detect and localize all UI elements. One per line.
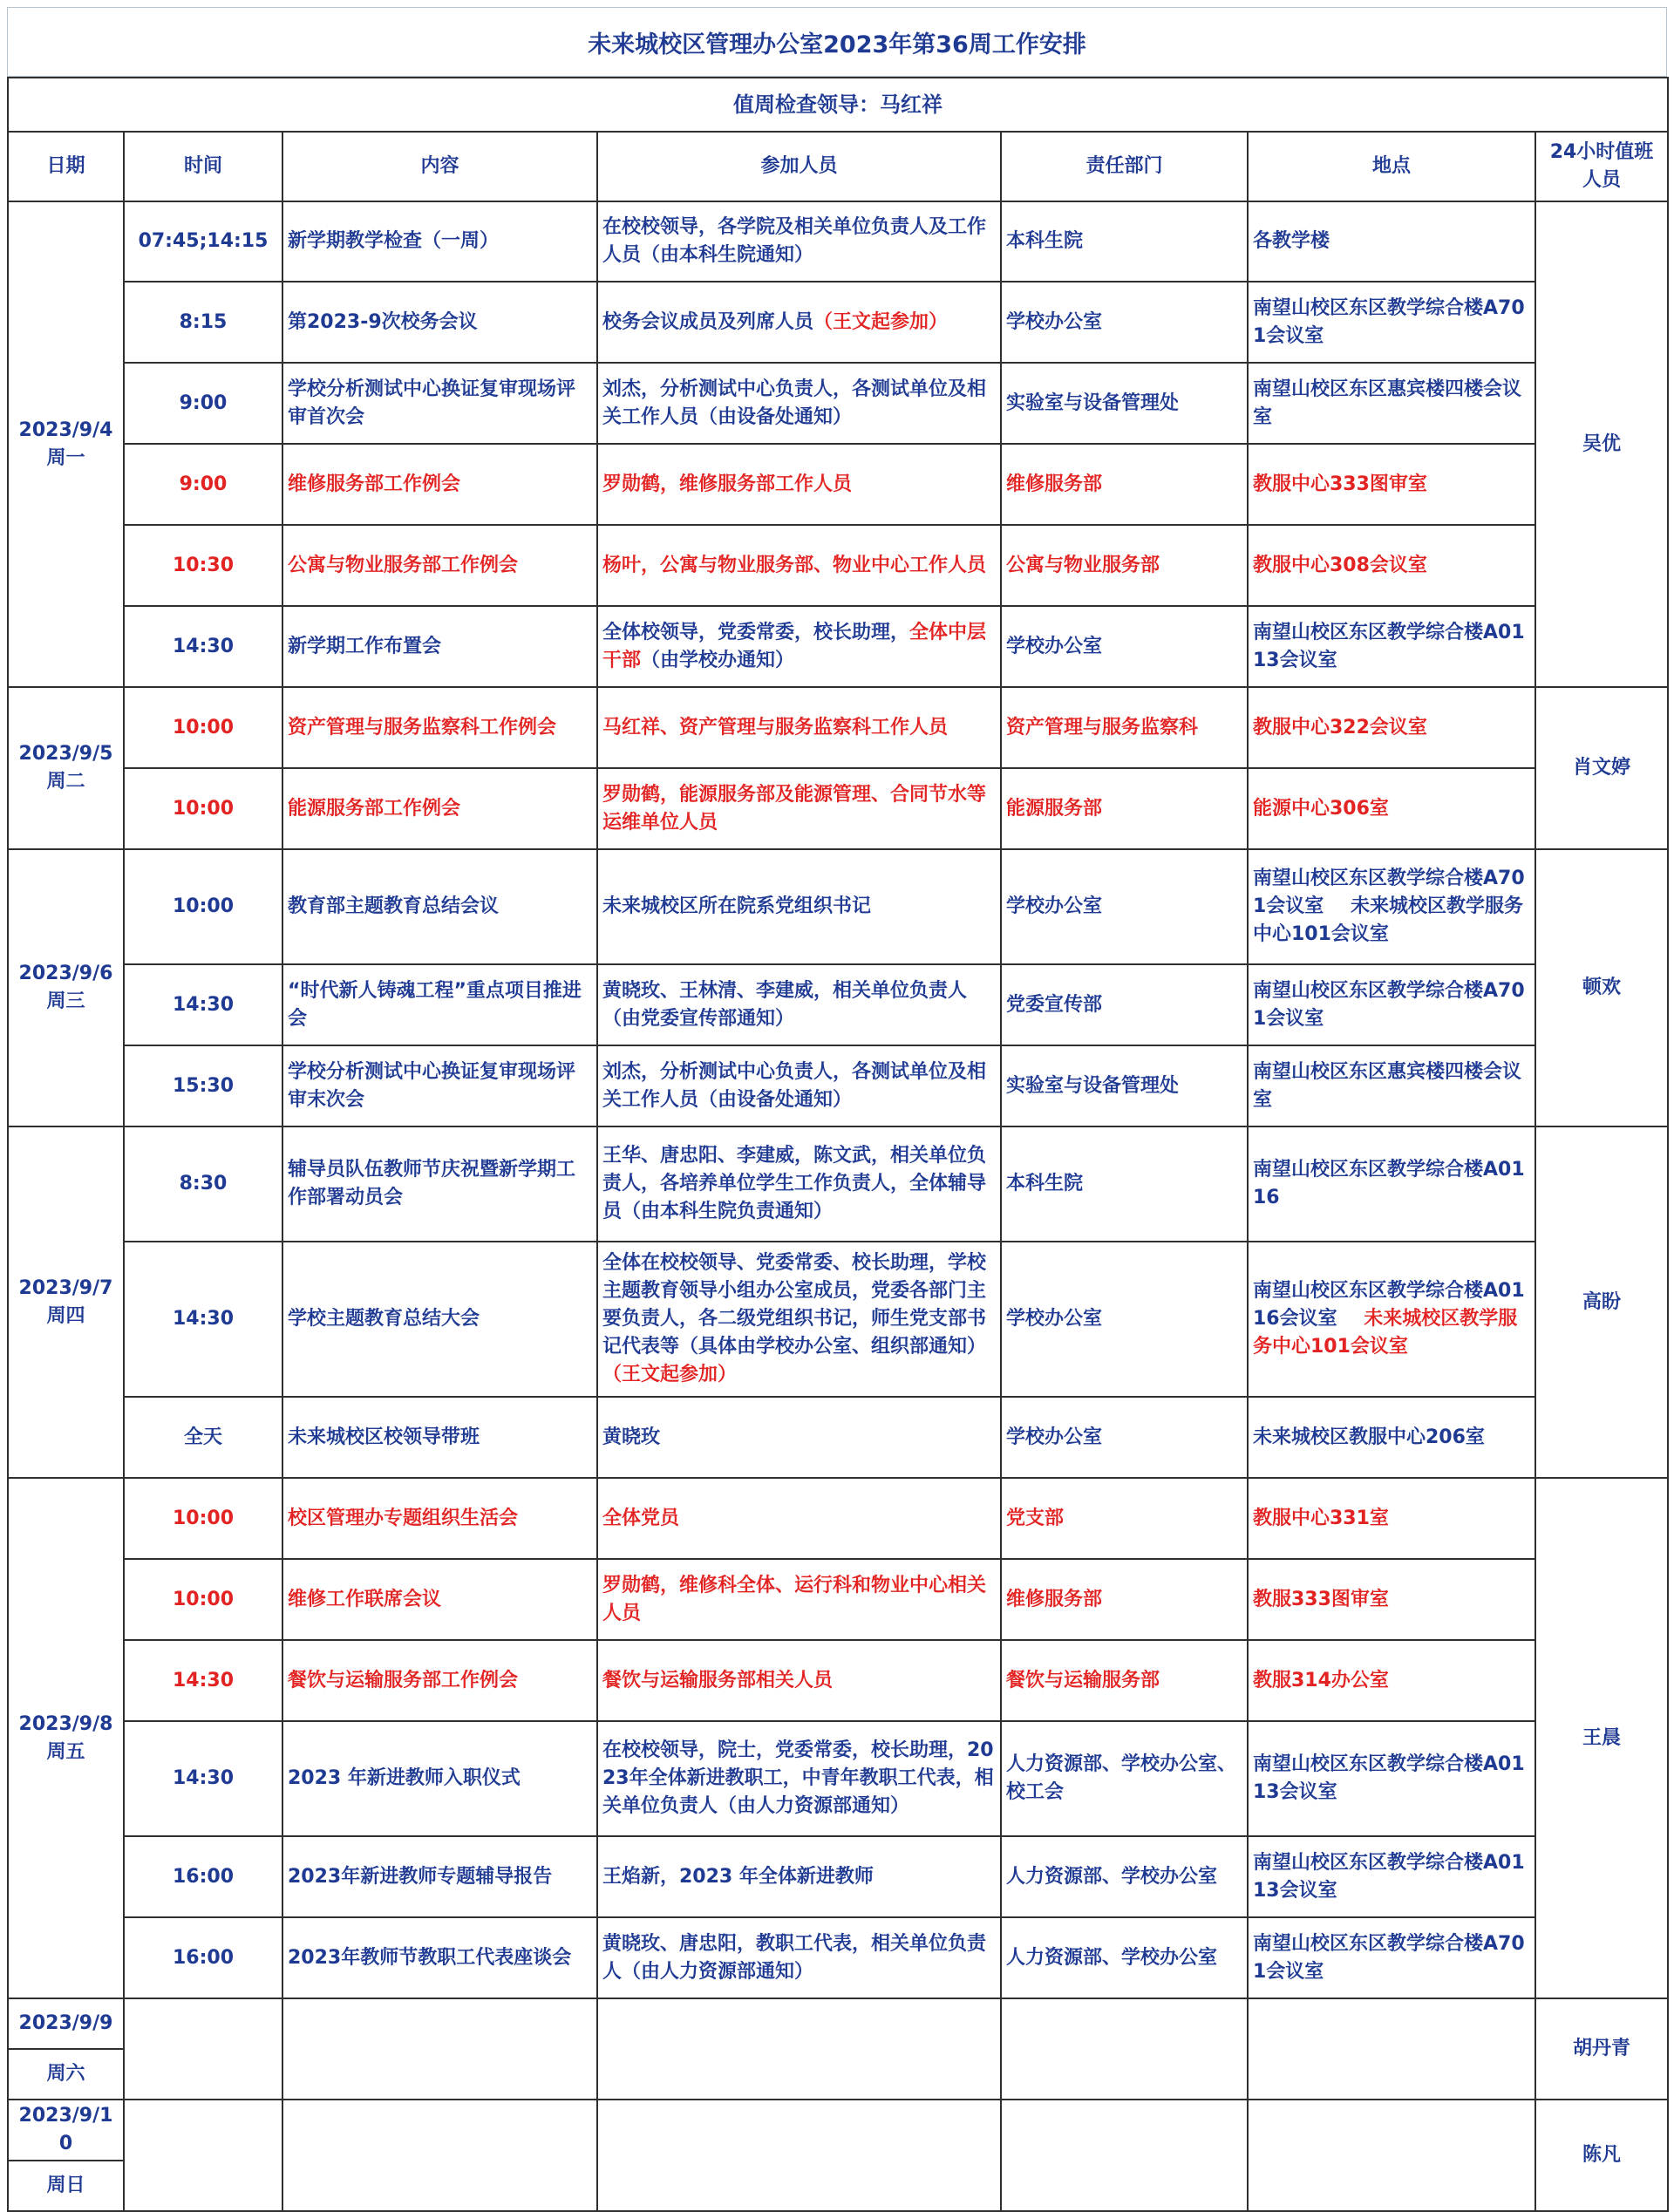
table-row [8, 964, 1668, 1045]
time-cell [124, 1998, 282, 2100]
weekday-value: 周一 [46, 446, 85, 469]
people-text: 校务会议成员及列席人员 [602, 310, 814, 333]
place-cell [1248, 282, 1535, 363]
place-cell [1248, 201, 1535, 282]
place-text: 能源中心306室 [1253, 797, 1389, 820]
time-cell: 14:30 [124, 1640, 282, 1721]
place-text: 南望山校区东区教学综合楼A0113会议室 [1253, 1753, 1525, 1803]
date-cell [8, 201, 124, 687]
people-text: 罗勋鹤，维修服务部工作人员 [602, 473, 853, 495]
people-cell [597, 1242, 1001, 1397]
place-cell [1248, 2100, 1535, 2211]
content-cell [282, 2100, 597, 2211]
dept-cell: 学校办公室 [1001, 606, 1248, 687]
place-cell [1248, 1045, 1535, 1126]
time-cell: 10:00 [124, 768, 282, 849]
place-text: 教服中心333图审室 [1253, 473, 1427, 495]
date-cell [8, 849, 124, 1126]
place-cell [1248, 1917, 1535, 1998]
time-cell: 14:30 [124, 964, 282, 1045]
place-cell [1248, 1998, 1535, 2100]
dept-cell: 党支部 [1001, 1478, 1248, 1559]
people-cell [597, 1045, 1001, 1126]
place-extra: 未来城校区教学服务中心101会议室 [1253, 1308, 1518, 1358]
people-cell [597, 444, 1001, 525]
table-row [8, 444, 1668, 525]
people-text: 全体校领导，党委常委，校长助理， [602, 621, 910, 643]
people-tail: （由学校办通知） [641, 649, 795, 671]
date-value: 2023/9/5 [18, 743, 113, 765]
time-cell: 9:00 [124, 363, 282, 444]
time-cell: 全天 [124, 1397, 282, 1478]
time-cell: 16:00 [124, 1836, 282, 1917]
duty-cell: 高盼 [1535, 1126, 1668, 1478]
people-text: 刘杰，分析测试中心负责人，各测试单位及相关工作人员（由设备处通知） [602, 378, 987, 428]
date-value: 2023/9/6 [18, 963, 113, 984]
table-row [8, 1397, 1668, 1478]
people-text: 在校校领导，院士，党委常委，校长助理，2023年全体新进教职工，中青年教职工代表，相关单位负责人（由人力资源部通知） [602, 1739, 994, 1817]
place-text: 教服中心331室 [1253, 1507, 1389, 1529]
duty-cell: 吴优 [1535, 201, 1668, 687]
content-cell: “时代新人铸魂工程”重点项目推进会 [282, 964, 597, 1045]
people-cell [597, 1126, 1001, 1242]
duty-cell: 肖文婷 [1535, 687, 1668, 849]
schedule-table [7, 77, 1669, 2212]
place-text: 南望山校区东区教学综合楼A0116会议室 [1253, 1280, 1525, 1330]
people-cell [597, 1478, 1001, 1559]
people-cell [597, 849, 1001, 964]
time-cell: 14:30 [124, 606, 282, 687]
table-row [8, 1721, 1668, 1836]
time-cell [124, 2100, 282, 2211]
dept-cell: 学校办公室 [1001, 849, 1248, 964]
table-row [8, 1126, 1668, 1242]
duty-leader: 值周检查领导：马红祥 [8, 78, 1668, 132]
people-cell [597, 363, 1001, 444]
place-cell [1248, 964, 1535, 1045]
content-cell: 教育部主题教育总结会议 [282, 849, 597, 964]
table-row [8, 201, 1668, 282]
people-text: 黄晓玫、王林清、李建威，相关单位负责人（由党委宣传部通知） [602, 979, 968, 1030]
people-highlight: （王文起参加） [813, 310, 949, 333]
content-cell: 第2023-9次校务会议 [282, 282, 597, 363]
people-cell [597, 606, 1001, 687]
date-cell: 2023/9/9 [8, 1998, 124, 2049]
table-row [8, 2100, 1668, 2161]
header-content: 内容 [282, 132, 597, 201]
table-row [8, 363, 1668, 444]
people-text: 杨叶，公寓与物业服务部、物业中心工作人员 [602, 554, 987, 576]
place-text: 教服314办公室 [1253, 1669, 1389, 1691]
dept-cell: 公寓与物业服务部 [1001, 525, 1248, 606]
weekday-value: 周五 [46, 1740, 85, 1763]
content-cell: 2023年教师节教职工代表座谈会 [282, 1917, 597, 1998]
dept-cell [1001, 1998, 1248, 2100]
people-cell [597, 1397, 1001, 1478]
time-cell: 8:30 [124, 1126, 282, 1242]
time-cell: 10:30 [124, 525, 282, 606]
duty-cell: 胡丹青 [1535, 1998, 1668, 2100]
dept-cell: 本科生院 [1001, 1126, 1248, 1242]
time-cell: 07:45;14:15 [124, 201, 282, 282]
table-row [8, 768, 1668, 849]
place-text: 南望山校区东区教学综合楼A701会议室 [1253, 979, 1525, 1030]
content-cell: 新学期工作布置会 [282, 606, 597, 687]
people-text: 王华、唐忠阳、李建威，陈文武，相关单位负责人，各培养单位学生工作负责人，全体辅导员（由本科生院负责通知） [602, 1145, 987, 1222]
people-highlight: （王文起参加） [602, 1364, 738, 1385]
date-cell [8, 687, 124, 849]
people-cell [597, 201, 1001, 282]
place-text: 南望山校区东区教学综合楼A701会议室 [1253, 868, 1525, 917]
time-cell: 9:00 [124, 444, 282, 525]
dept-cell: 本科生院 [1001, 201, 1248, 282]
people-text: 刘杰，分析测试中心负责人，各测试单位及相关工作人员（由设备处通知） [602, 1060, 987, 1111]
people-cell [597, 1998, 1001, 2100]
dept-cell: 能源服务部 [1001, 768, 1248, 849]
dept-cell: 实验室与设备管理处 [1001, 363, 1248, 444]
table-row [8, 1559, 1668, 1640]
dept-cell: 学校办公室 [1001, 1242, 1248, 1397]
people-cell [597, 1721, 1001, 1836]
table-row [8, 1998, 1668, 2049]
schedule-sheet [7, 7, 1667, 2201]
people-highlight: 全体中层干部 [602, 621, 987, 671]
header-row [8, 132, 1668, 201]
place-text: 教服中心322会议室 [1253, 716, 1427, 738]
dept-cell: 人力资源部、学校办公室 [1001, 1917, 1248, 1998]
place-cell [1248, 606, 1535, 687]
header-date: 日期 [8, 132, 124, 201]
content-cell: 资产管理与服务监察科工作例会 [282, 687, 597, 768]
header-people: 参加人员 [597, 132, 1001, 201]
content-cell: 餐饮与运输服务部工作例会 [282, 1640, 597, 1721]
dept-cell: 维修服务部 [1001, 444, 1248, 525]
date-value: 2023/9/8 [18, 1712, 113, 1735]
table-row [8, 849, 1668, 964]
time-cell: 15:30 [124, 1045, 282, 1126]
time-cell: 14:30 [124, 1721, 282, 1836]
people-cell [597, 687, 1001, 768]
place-cell [1248, 1478, 1535, 1559]
people-text: 黄晓玫、唐忠阳，教职工代表，相关单位负责人（由人力资源部通知） [602, 1932, 987, 1983]
dept-cell: 学校办公室 [1001, 282, 1248, 363]
people-text: 全体党员 [602, 1507, 680, 1529]
table-row [8, 606, 1668, 687]
dept-cell: 人力资源部、学校办公室、校工会 [1001, 1721, 1248, 1836]
time-cell: 8:15 [124, 282, 282, 363]
table-row [8, 1836, 1668, 1917]
dept-cell: 党委宣传部 [1001, 964, 1248, 1045]
people-text: 全体在校校领导、党委常委、校长助理，学校主题教育领导小组办公室成员，党委各部门主要负责人，各二级党组织书记，师生党支部书记代表等（具体由学校办公室、组织部通知） [602, 1252, 987, 1358]
people-text: 在校校领导，各学院及相关单位负责人及工作人员（由本科生院通知） [602, 216, 987, 266]
people-cell [597, 1917, 1001, 1998]
leader-row [8, 78, 1668, 132]
schedule-grid [7, 77, 1667, 2201]
place-text: 教服中心308会议室 [1253, 554, 1427, 576]
place-cell [1248, 1721, 1535, 1836]
dept-cell: 人力资源部、学校办公室 [1001, 1836, 1248, 1917]
dept-cell: 实验室与设备管理处 [1001, 1045, 1248, 1126]
content-cell: 能源服务部工作例会 [282, 768, 597, 849]
place-extra: 未来城校区教学服务中心101会议室 [1253, 895, 1523, 945]
place-text: 南望山校区东区教学综合楼A0113会议室 [1253, 621, 1525, 671]
place-cell [1248, 444, 1535, 525]
place-cell [1248, 1640, 1535, 1721]
people-text: 马红祥、资产管理与服务监察科工作人员 [602, 716, 949, 738]
place-cell [1248, 768, 1535, 849]
content-cell: 学校分析测试中心换证复审现场评审末次会 [282, 1045, 597, 1126]
duty-cell: 王晨 [1535, 1478, 1668, 1998]
content-cell: 未来城校区校领导带班 [282, 1397, 597, 1478]
content-cell: 2023 年新进教师入职仪式 [282, 1721, 597, 1836]
place-text: 未来城校区教服中心206室 [1253, 1426, 1485, 1448]
content-cell: 辅导员队伍教师节庆祝暨新学期工作部署动员会 [282, 1126, 597, 1242]
content-cell [282, 1998, 597, 2100]
time-cell: 16:00 [124, 1917, 282, 1998]
dept-cell [1001, 2100, 1248, 2211]
weekday-value: 周二 [46, 771, 85, 793]
place-text: 各教学楼 [1253, 230, 1330, 252]
weekday-value: 周三 [46, 990, 85, 1012]
people-text: 黄晓玫 [602, 1426, 661, 1448]
people-text: 未来城校区所在院系党组织书记 [602, 895, 872, 917]
header-time: 时间 [124, 132, 282, 201]
header-place: 地点 [1248, 132, 1535, 201]
place-cell [1248, 1126, 1535, 1242]
place-cell [1248, 1397, 1535, 1478]
time-cell: 10:00 [124, 849, 282, 964]
people-text: 罗勋鹤，维修科全体、运行科和物业中心相关人员 [602, 1574, 987, 1624]
people-cell [597, 1640, 1001, 1721]
duty-cell: 陈凡 [1535, 2100, 1668, 2211]
weekday-cell: 周六 [8, 2049, 124, 2100]
table-row [8, 1478, 1668, 1559]
people-cell [597, 1836, 1001, 1917]
content-cell: 学校分析测试中心换证复审现场评审首次会 [282, 363, 597, 444]
place-cell [1248, 687, 1535, 768]
place-cell [1248, 525, 1535, 606]
table-row [8, 687, 1668, 768]
dept-cell: 学校办公室 [1001, 1397, 1248, 1478]
weekday-cell: 周日 [8, 2161, 124, 2211]
people-cell [597, 525, 1001, 606]
table-row [8, 1640, 1668, 1721]
dept-cell: 维修服务部 [1001, 1559, 1248, 1640]
dept-cell: 餐饮与运输服务部 [1001, 1640, 1248, 1721]
date-value: 2023/9/7 [18, 1276, 113, 1299]
duty-cell: 顿欢 [1535, 849, 1668, 1126]
time-cell: 10:00 [124, 1478, 282, 1559]
header-duty: 24小时值班人员 [1535, 132, 1668, 201]
people-text: 罗勋鹤，能源服务部及能源管理、合同节水等运维单位人员 [602, 783, 987, 834]
table-row [8, 1242, 1668, 1397]
place-cell [1248, 1836, 1535, 1917]
table-row [8, 282, 1668, 363]
weekday-value: 周四 [46, 1304, 85, 1327]
people-cell [597, 282, 1001, 363]
time-cell: 10:00 [124, 687, 282, 768]
people-cell [597, 768, 1001, 849]
place-text: 教服333图审室 [1253, 1588, 1389, 1610]
place-text: 南望山校区东区教学综合楼A701会议室 [1253, 1932, 1525, 1983]
people-cell [597, 964, 1001, 1045]
table-row [8, 525, 1668, 606]
place-text: 南望山校区东区教学综合楼A0113会议室 [1253, 1851, 1525, 1902]
place-text: 南望山校区东区教学综合楼A701会议室 [1253, 296, 1525, 347]
people-text: 王焰新，2023 年全体新进教师 [602, 1865, 874, 1888]
content-cell: 维修服务部工作例会 [282, 444, 597, 525]
place-cell [1248, 1559, 1535, 1640]
people-cell [597, 2100, 1001, 2211]
date-cell: 2023/9/10 [8, 2100, 124, 2161]
time-cell: 10:00 [124, 1559, 282, 1640]
place-text: 南望山校区东区惠宾楼四楼会议室 [1253, 378, 1522, 428]
date-cell [8, 1478, 124, 1998]
page-title: 未来城校区管理办公室2023年第36周工作安排 [7, 7, 1667, 77]
content-cell: 新学期教学检查（一周） [282, 201, 597, 282]
people-text: 餐饮与运输服务部相关人员 [602, 1669, 834, 1691]
people-cell [597, 1559, 1001, 1640]
date-cell [8, 1126, 124, 1478]
table-row [8, 1045, 1668, 1126]
date-value: 2023/9/4 [18, 419, 113, 441]
table-row [8, 1917, 1668, 1998]
place-cell [1248, 363, 1535, 444]
content-cell: 维修工作联席会议 [282, 1559, 597, 1640]
place-cell [1248, 849, 1535, 964]
time-cell: 14:30 [124, 1242, 282, 1397]
content-cell: 2023年新进教师专题辅导报告 [282, 1836, 597, 1917]
place-text: 南望山校区东区教学综合楼A0116 [1253, 1159, 1525, 1208]
content-cell: 学校主题教育总结大会 [282, 1242, 597, 1397]
place-cell [1248, 1242, 1535, 1397]
content-cell: 公寓与物业服务部工作例会 [282, 525, 597, 606]
dept-cell: 资产管理与服务监察科 [1001, 687, 1248, 768]
place-text: 南望山校区东区惠宾楼四楼会议室 [1253, 1060, 1522, 1111]
content-cell: 校区管理办专题组织生活会 [282, 1478, 597, 1559]
header-dept: 责任部门 [1001, 132, 1248, 201]
